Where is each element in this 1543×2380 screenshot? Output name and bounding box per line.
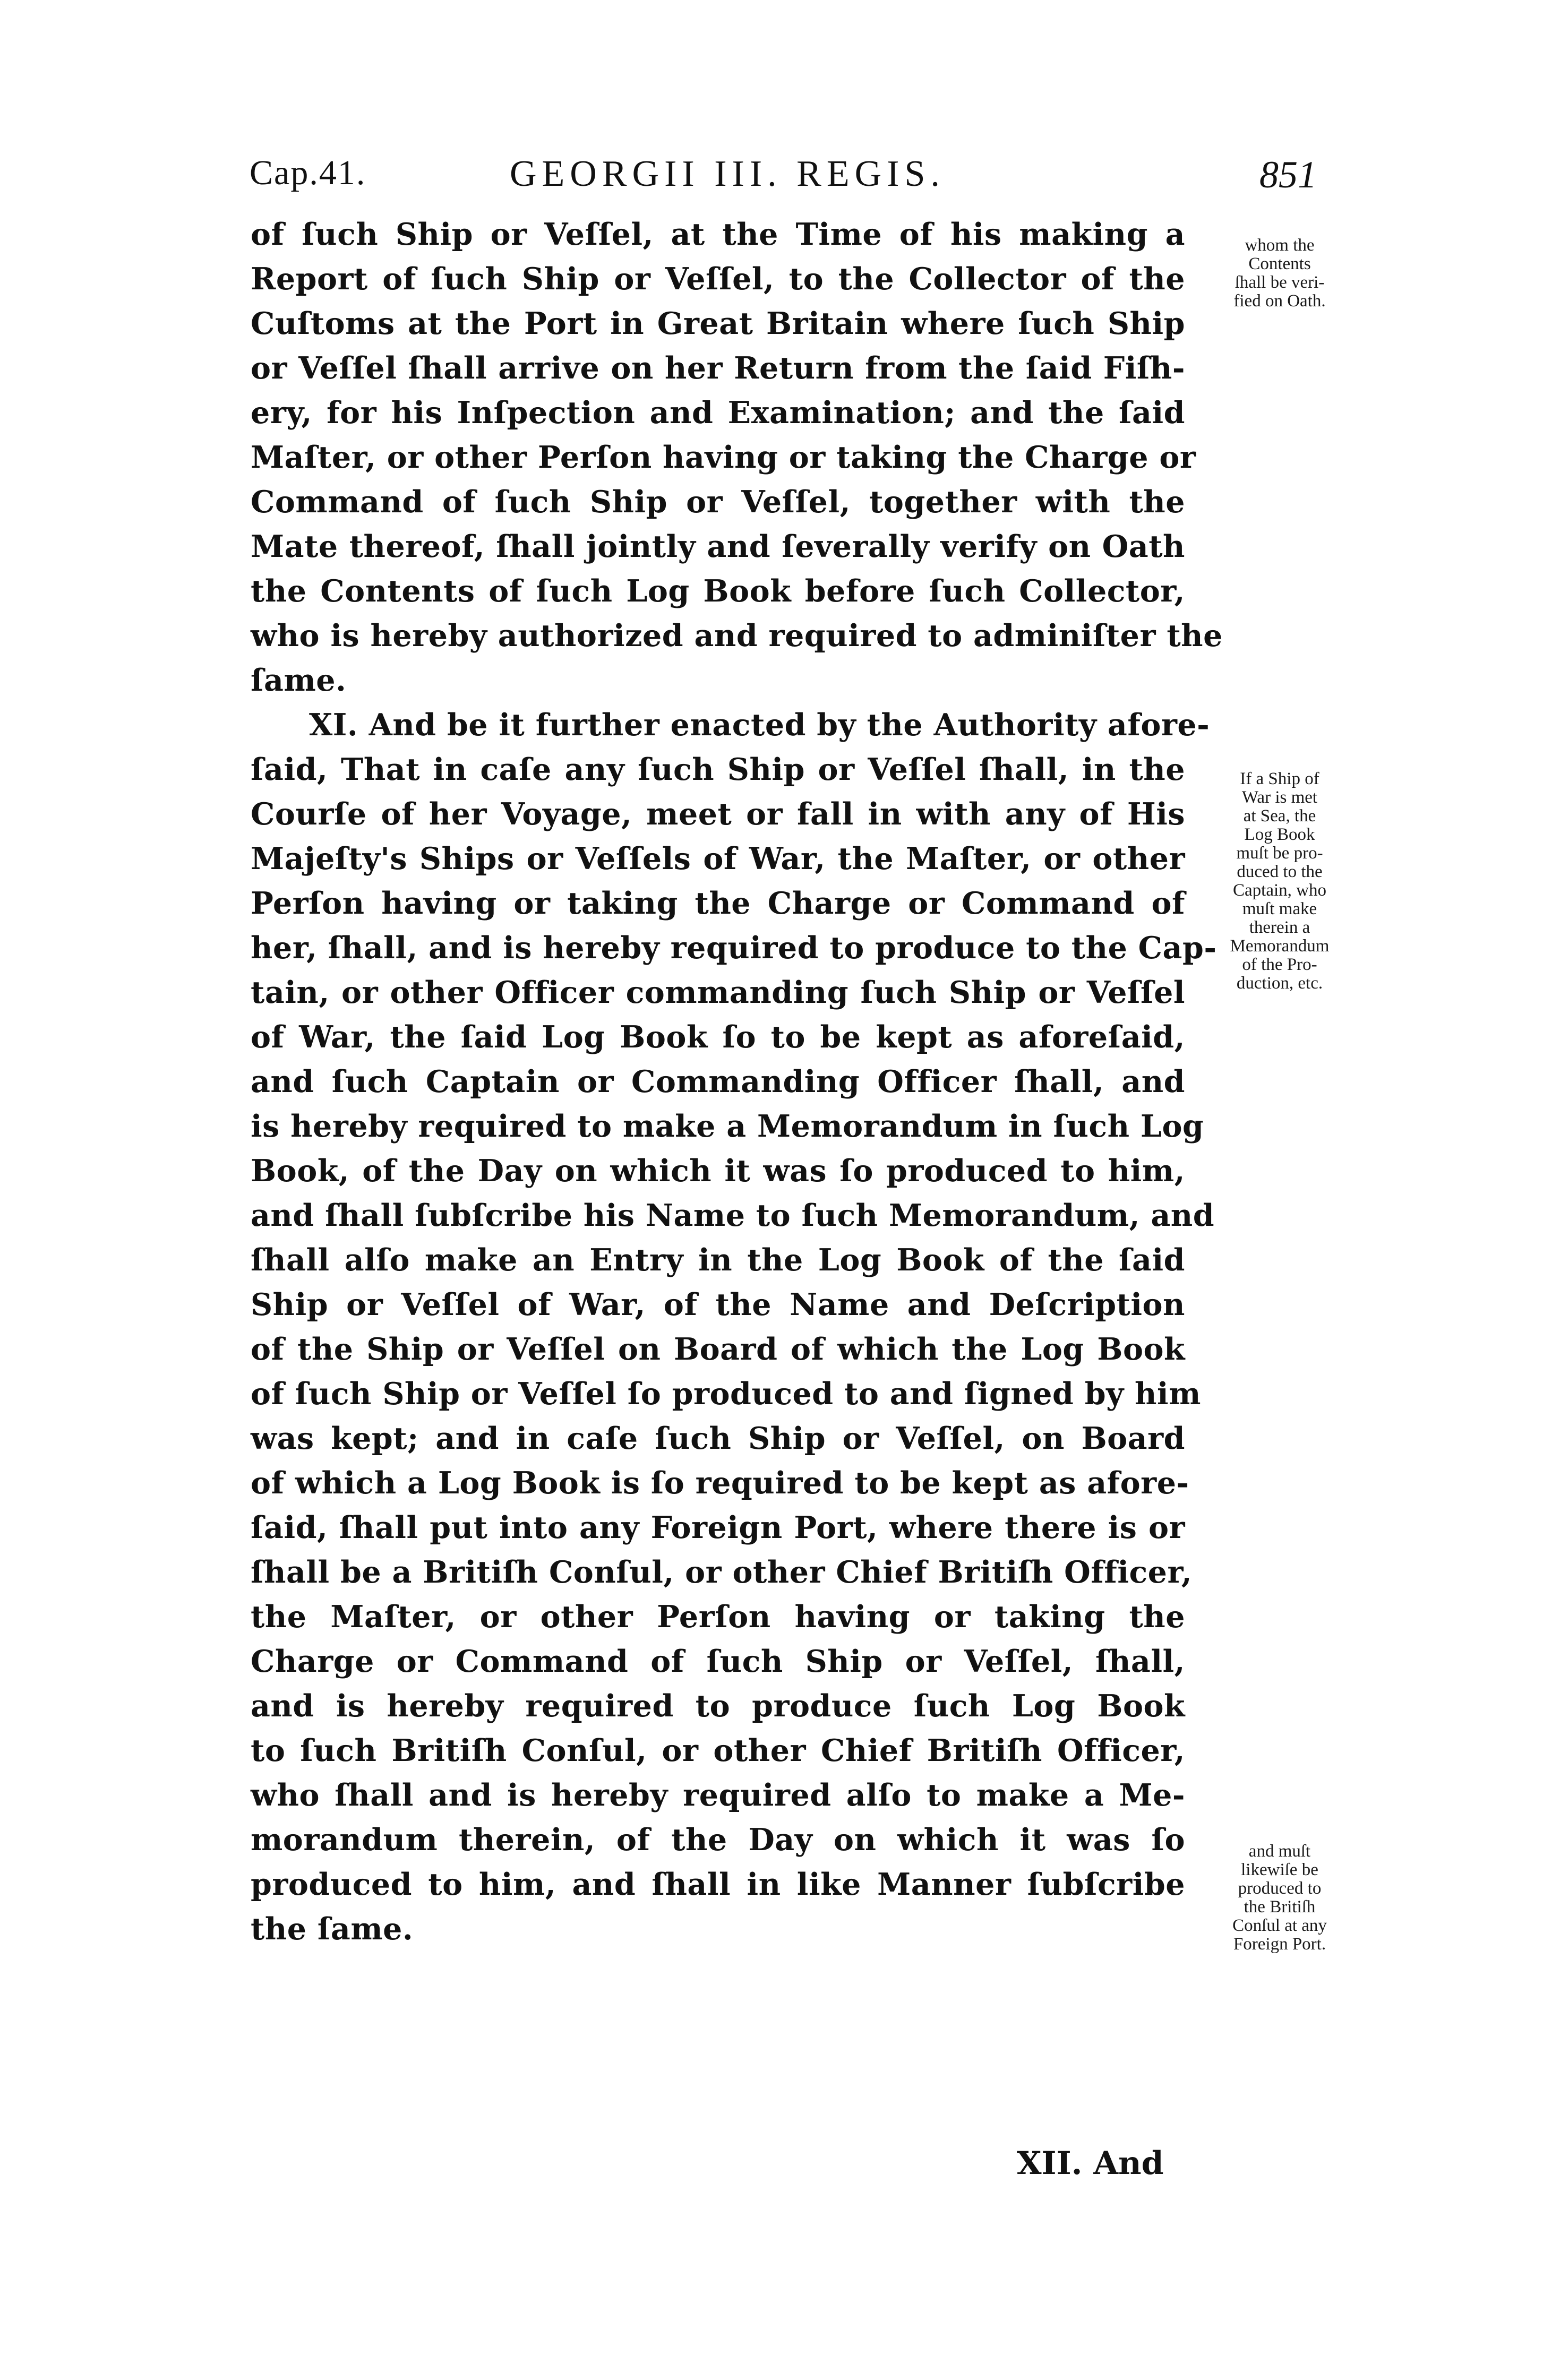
margin-note-line: Foreign Port. — [1233, 1935, 1326, 1954]
chapter-number: Cap.41. — [250, 153, 366, 192]
body-line: morandum therein, of the Day on which it was ſo — [251, 1822, 1185, 1858]
body-line: ſaid, That in caſe any ſuch Ship or Veſſel ſhall, in the — [251, 752, 1185, 787]
margin-note-ship-of-war — [1192, 770, 1367, 993]
body-line: Perſon having or taking the Charge or Command of — [251, 886, 1185, 921]
margin-note-line: If a Ship of — [1240, 769, 1319, 788]
body-line: ſame. — [251, 663, 347, 698]
body-line: Mate thereof, ſhall jointly and ſeverally verify on Oath — [251, 529, 1185, 564]
margin-note-line: Captain, who — [1233, 881, 1326, 900]
body-line: is hereby required to make a Memorandum in ſuch Log — [251, 1109, 1204, 1144]
margin-note-line: of the Pro- — [1242, 955, 1317, 974]
margin-note-line: Contents — [1248, 254, 1311, 273]
body-line: of ſuch Ship or Veſſel, at the Time of his making a — [251, 217, 1185, 252]
margin-note-line: muſt make — [1242, 899, 1317, 918]
body-line: Command of ſuch Ship or Veſſel, together with the — [251, 484, 1185, 520]
body-line: Charge or Command of ſuch Ship or Veſſel, ſhall, — [251, 1644, 1185, 1679]
body-line: of which a Log Book is ſo required to be kept as afore- — [251, 1465, 1189, 1501]
margin-note-line: fied on Oath. — [1233, 291, 1326, 311]
body-line: of ſuch Ship or Veſſel ſo produced to and ſigned by him — [251, 1376, 1201, 1412]
margin-note-line: whom the — [1245, 236, 1315, 255]
body-line: produced to him, and ſhall in like Manner ſubſcribe — [251, 1867, 1185, 1902]
body-text — [251, 212, 1223, 1952]
catchword: XII. And — [1017, 2145, 1164, 2182]
body-line: ſaid, ſhall put into any Foreign Port, where there is or — [251, 1510, 1185, 1545]
margin-note-line: ſhall be veri- — [1235, 273, 1325, 292]
running-head — [250, 153, 1317, 211]
margin-note-oath — [1192, 236, 1367, 311]
margin-note-line: Memorandum — [1230, 936, 1330, 956]
body-line: the ſame. — [251, 1911, 414, 1947]
margin-note-line: produced to — [1238, 1879, 1322, 1898]
margin-note-line: at Sea, the — [1243, 806, 1316, 826]
margin-note-british-consul — [1192, 1842, 1367, 1954]
margin-note-line: the Britiſh — [1244, 1897, 1316, 1917]
running-title: GEORGII III. REGIS. — [510, 153, 945, 194]
margin-note-line: duction, etc. — [1236, 974, 1323, 993]
margin-note-line: therein a — [1249, 918, 1310, 937]
body-line: to ſuch Britiſh Conſul, or other Chief Britiſh Officer, — [251, 1733, 1185, 1768]
body-line: Cuſtoms at the Port in Great Britain where ſuch Ship — [251, 306, 1185, 341]
margin-note-line: Conſul at any — [1232, 1916, 1327, 1935]
body-line: and is hereby required to produce ſuch Log Book — [251, 1688, 1185, 1724]
body-line: was kept; and in caſe ſuch Ship or Veſſel, on Board — [251, 1421, 1185, 1456]
margin-note-line: likewiſe be — [1241, 1860, 1318, 1879]
body-line: and ſuch Captain or Commanding Officer ſhall, and — [251, 1064, 1185, 1099]
body-line: of War, the ſaid Log Book ſo to be kept as aforeſaid, — [251, 1019, 1185, 1055]
body-line: who is hereby authorized and required to adminiſter the — [251, 618, 1223, 654]
body-line: and ſhall ſubſcribe his Name to ſuch Memorandum, and — [251, 1198, 1215, 1233]
body-line: or Veſſel ſhall arrive on her Return from the ſaid Fiſh- — [251, 350, 1185, 386]
page-number: 851 — [1259, 153, 1317, 196]
body-line: ſhall alſo make an Entry in the Log Book of the ſaid — [251, 1242, 1185, 1278]
body-line: her, ſhall, and is hereby required to produce to the Cap- — [251, 930, 1217, 966]
body-line: ery, for his Inſpection and Examination; and the ſaid — [251, 395, 1185, 431]
body-line: Courſe of her Voyage, meet or fall in with any of His — [251, 796, 1185, 832]
margin-note-line: and muſt — [1248, 1842, 1311, 1861]
body-line: the Maſter, or other Perſon having or taking the — [251, 1599, 1185, 1635]
body-line: Book, of the Day on which it was ſo produced to him, — [251, 1153, 1185, 1189]
margin-note-line: War is met — [1241, 788, 1318, 807]
body-line: Maſter, or other Perſon having or taking the Charge or — [251, 440, 1196, 475]
margin-note-line: muſt be pro- — [1236, 844, 1323, 863]
margin-note-line: duced to the — [1237, 862, 1323, 881]
body-line: Ship or Veſſel of War, of the Name and Deſcription — [251, 1287, 1185, 1322]
body-line: Majeſty's Ships or Veſſels of War, the Maſter, or other — [251, 841, 1185, 877]
section-heading-line: XI. And be it further enacted by the Authority afore- — [309, 707, 1210, 743]
body-line: tain, or other Officer commanding ſuch Ship or Veſſel — [251, 975, 1185, 1010]
body-line: Report of ſuch Ship or Veſſel, to the Collector of the — [251, 261, 1185, 297]
body-line: of the Ship or Veſſel on Board of which the Log Book — [251, 1331, 1185, 1367]
body-line: ſhall be a Britiſh Conſul, or other Chief Britiſh Officer, — [251, 1554, 1193, 1590]
margin-note-line: Log Book — [1244, 825, 1315, 844]
body-line: the Contents of ſuch Log Book before ſuch Collector, — [251, 573, 1185, 609]
body-line: who ſhall and is hereby required alſo to make a Me- — [251, 1777, 1185, 1813]
